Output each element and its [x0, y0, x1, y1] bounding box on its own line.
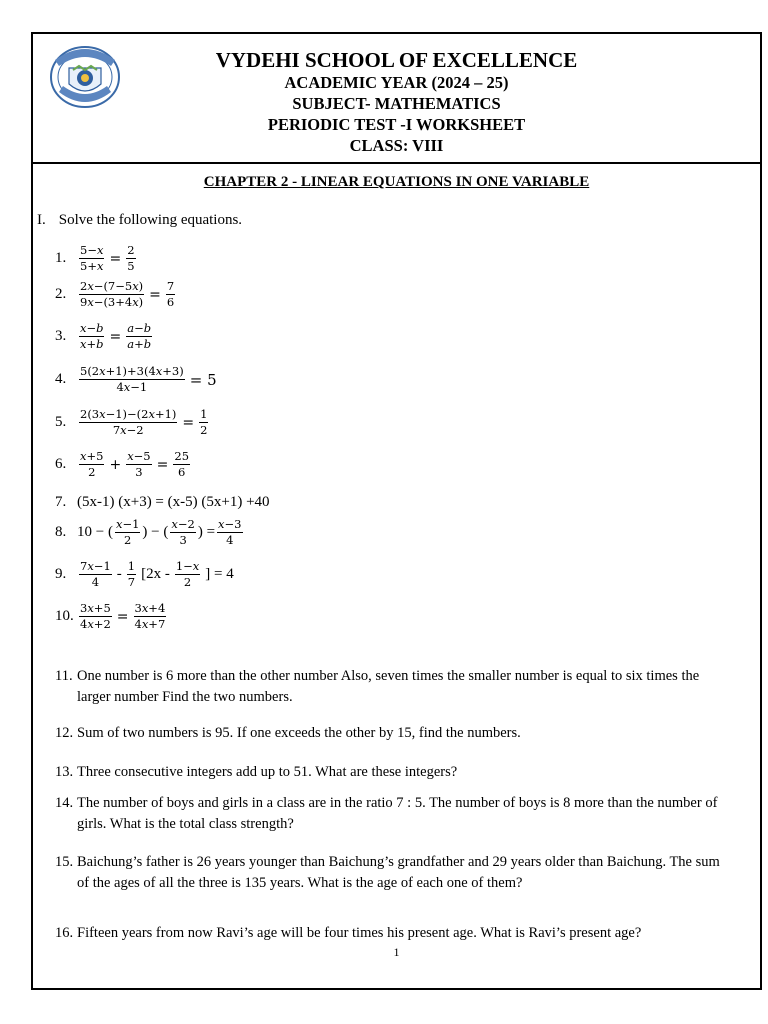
word-problem-14 [55, 793, 730, 835]
question-number: 1. [55, 250, 67, 266]
question-number: 3. [55, 328, 67, 344]
fraction [115, 518, 140, 547]
equation-8 [55, 518, 245, 547]
equals-sign: = [116, 608, 129, 625]
question-number: 4. [55, 371, 67, 387]
fraction [173, 450, 190, 479]
equals-sign: = 5 [189, 370, 217, 389]
denominator: 4𝑥−1 [116, 380, 148, 394]
equation-text: (5x-1) (x+3) = (x-5) (5x+1) +40 [77, 494, 270, 510]
denominator: 2 [200, 423, 208, 437]
denominator: 6 [166, 295, 175, 309]
fraction [79, 408, 177, 437]
numerator: 2(3𝑥−1)−(2𝑥+1) [80, 407, 177, 421]
school-name: VYDEHI SCHOOL OF EXCELLENCE [215, 48, 578, 72]
equals-sign: = [182, 414, 195, 431]
denominator: 3 [179, 533, 187, 547]
fraction [126, 244, 135, 273]
question-number: 10. [55, 608, 74, 624]
equals-sign: = [109, 328, 122, 345]
page-frame [31, 32, 762, 990]
question-number: 13. [55, 764, 74, 780]
question-number: 16. [55, 925, 74, 941]
numerator: 7 [166, 279, 175, 293]
fraction [79, 602, 112, 631]
equals-sign: = [109, 250, 122, 267]
fraction [166, 280, 175, 309]
numerator: 5−𝑥 [80, 243, 104, 257]
fraction [79, 280, 144, 309]
numerator: 7𝑥−1 [80, 559, 111, 573]
denominator: 4𝑥+7 [134, 617, 166, 631]
class-label: CLASS: VIII [349, 136, 444, 155]
section-number: I. [37, 212, 46, 228]
question-text: Baichung’s father is 26 years younger than Baichung’s grandfather and 29 years older than Baichung. The sum of the ages of all the three is 135 years. What is the age of each one of them? [77, 854, 720, 891]
fraction [134, 602, 167, 631]
plus-sign: + [109, 456, 122, 473]
numerator: 5(2𝑥+1)+3(4𝑥+3) [80, 364, 184, 378]
fraction [127, 560, 136, 589]
numerator: 1−𝑥 [175, 559, 200, 573]
question-number: 8. [55, 524, 67, 540]
equation-10 [55, 602, 168, 631]
word-problem-13 [55, 762, 730, 783]
equation-1 [55, 244, 138, 273]
question-number: 11. [55, 668, 73, 684]
word-problem-16 [55, 923, 730, 944]
question-text: The number of boys and girls in a class are in the ratio 7 : 5. The number of boys is 8 more than the number of girls. What is the total class strength? [77, 795, 718, 832]
question-number: 7. [55, 494, 67, 510]
subject: SUBJECT- MATHEMATICS [292, 94, 501, 113]
section-instruction: Solve the following equations. [58, 212, 243, 228]
denominator: 7 [127, 575, 136, 589]
denominator: 2 [183, 575, 192, 589]
fraction [79, 322, 104, 351]
numerator: 1 [127, 559, 136, 573]
question-number: 15. [55, 854, 74, 870]
question-number: 6. [55, 456, 67, 472]
chapter-title: CHAPTER 2 - LINEAR EQUATIONS IN ONE VARIABLE [203, 174, 590, 190]
numerator: 𝑥−𝑏 [80, 321, 104, 335]
test-title: PERIODIC TEST -I WORKSHEET [267, 115, 526, 134]
question-number: 2. [55, 286, 67, 302]
word-problem-15 [55, 852, 730, 894]
question-number: 5. [55, 414, 67, 430]
equation-7 [55, 494, 270, 511]
minus-sign: - [116, 566, 122, 582]
numerator: 𝑎−𝑏 [127, 321, 152, 335]
expression-text: ] = 4 [205, 566, 234, 582]
denominator: 4 [226, 533, 234, 547]
numerator: 𝑥−5 [127, 449, 151, 463]
question-number: 14. [55, 795, 74, 811]
question-number: 9. [55, 566, 67, 582]
equals-sign: = [149, 286, 161, 303]
denominator: 2 [88, 465, 96, 479]
numerator: 𝑥−1 [115, 517, 140, 531]
numerator: 𝑥−3 [218, 517, 242, 531]
equation-4 [55, 365, 220, 394]
fraction [79, 244, 104, 273]
numerator: 25 [174, 449, 190, 463]
page-number: 1 [393, 945, 400, 959]
numerator: 2𝑥−(7−5𝑥) [80, 279, 144, 293]
denominator: 4 [91, 575, 100, 589]
equation-9 [55, 560, 234, 589]
header [33, 34, 760, 164]
fraction [79, 450, 104, 479]
equation-2 [55, 280, 177, 309]
fraction [79, 560, 112, 589]
equation-6 [55, 450, 192, 479]
denominator: 5+𝑥 [80, 259, 104, 273]
word-problem-12 [55, 723, 730, 744]
question-text: Fifteen years from now Ravi’s age will be four times his present age. What is Ravi’s present age? [77, 925, 642, 941]
expression-text: ) − ( [142, 524, 169, 540]
denominator: 6 [178, 465, 186, 479]
equals-sign: = [156, 456, 169, 473]
question-text: Three consecutive integers add up to 51. What are these integers? [77, 764, 458, 780]
numerator: 𝑥+5 [80, 449, 104, 463]
fraction [170, 518, 195, 547]
expression-text: ) = [197, 524, 216, 540]
denominator: 5 [127, 259, 135, 273]
fraction [126, 322, 152, 351]
question-text: One number is 6 more than the other number Also, seven times the smaller number is equal to six times the larger number Find the two numbers. [77, 668, 700, 705]
numerator: 𝑥−2 [171, 517, 195, 531]
word-problem-11 [55, 666, 730, 708]
denominator: 2 [124, 533, 132, 547]
denominator: 4𝑥+2 [80, 617, 111, 631]
equation-5 [55, 408, 210, 437]
denominator: 7𝑥−2 [112, 423, 144, 437]
question-text: Sum of two numbers is 95. If one exceeds the other by 15, find the numbers. [77, 725, 521, 741]
denominator: 𝑎+𝑏 [127, 337, 152, 351]
section-heading [37, 212, 242, 229]
denominator: 3 [135, 465, 143, 479]
fraction [217, 518, 242, 547]
numerator: 3𝑥+5 [80, 601, 111, 615]
fraction [79, 365, 185, 394]
expression-text: [2x - [141, 566, 170, 582]
fraction [175, 560, 200, 589]
numerator: 1 [200, 407, 208, 421]
academic-year: ACADEMIC YEAR (2024 – 25) [284, 73, 509, 92]
numerator: 2 [127, 243, 135, 257]
fraction [199, 408, 208, 437]
denominator: 9𝑥−(3+4𝑥) [80, 295, 144, 309]
denominator: 𝑥+𝑏 [80, 337, 104, 351]
question-number: 12. [55, 725, 74, 741]
numerator: 3𝑥+4 [134, 601, 166, 615]
expression-text: 10 − ( [77, 524, 113, 540]
equation-3 [55, 322, 154, 351]
fraction [126, 450, 151, 479]
